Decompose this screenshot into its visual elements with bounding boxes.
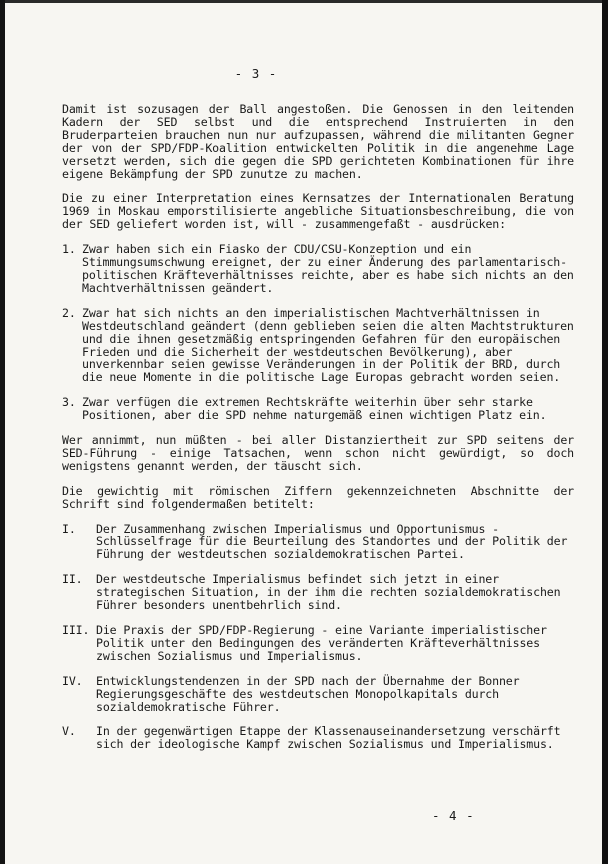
roman-section (62, 675, 574, 714)
roman-numeral: IV. (62, 673, 83, 688)
roman-section-title: Die Praxis der SPD/FDP-Regierung - eine Variante imperialistischer Politik unter den Bedingungen des veränderten Kräfteverhältnisses zwischen Sozialismus und Imperialismus. (96, 623, 547, 663)
roman-section-title: Entwicklungstendenzen in der SPD nach der Übernahme der Bonner Regierungsgeschäfte des westdeutschen Monopolkapitals durch sozialdemokratische Führer. (96, 673, 520, 714)
roman-section-list (62, 523, 574, 752)
roman-section-title: In der gegenwärtigen Etappe der Klassenauseinandersetzung verschärft sich der ideologische Kampf zwischen Sozialismus und Imperialismus. (96, 724, 561, 752)
list-item (62, 307, 574, 384)
page-number: - 3 - (234, 66, 278, 81)
list-item-number: 3. (62, 395, 76, 410)
roman-numeral: II. (62, 572, 83, 587)
list-item-text: Zwar hat sich nichts an den imperialistischen Machtverhältnissen in Westdeutschland geändert (denn geblieben seien die alten Machtstrukturen und die ihnen gesetzmäßig entspringenden Gefahren für den europäischen Frieden und die Sicherheit der westdeutschen Bevölkerung), aber unverkennbar seien gewisse Veränderungen in der Politik der BRD, durch die neue Momente in die politische Lage Europas gebracht worden seien. (82, 305, 574, 385)
list-item-text: Zwar verfügen die extremen Rechtskräfte weiterhin über sehr starke Positionen, aber die SPD nehme naturgemäß einen wichtigen Platz ein. (82, 395, 547, 423)
list-item (62, 243, 574, 295)
roman-section (62, 725, 574, 751)
body-text (62, 103, 574, 763)
roman-numeral: III. (62, 623, 90, 637)
intro-paragraph: Damit ist sozusagen der Ball angestoßen. Die Genossen in den leitenden Kadern der SED selbst und die entsprechend Instruierten in den Bruderparteien brauchen nun nur aufzupassen, während die militanten Gegner der von der SPD/FDP-Koalition entwickelten Politik in die angenehme Lage versetzt werden, sich die gegen die SPD gerichteten Kombinationen für ihre eigene Bekämpfung der SPD zunutze zu machen. (62, 102, 574, 181)
next-page-marker: - 4 - (432, 808, 475, 823)
fourth-paragraph: Die gewichtig mit römischen Ziffern gekennzeichneten Abschnitte der Schrift sind folgendermaßen betitelt: (62, 483, 574, 511)
list-item-number: 1. (62, 242, 76, 257)
roman-numeral: V. (62, 724, 76, 739)
roman-section (62, 573, 574, 612)
numbered-list (62, 243, 574, 422)
roman-section-title: Der Zusammenhang zwischen Imperialismus und Opportunismus - Schlüsselfrage für die Beurteilung des Standortes und der Politik der Führung der westdeutschen sozialdemokratischen Partei. (96, 521, 568, 562)
list-item-number: 2. (62, 305, 76, 320)
list-item (62, 396, 574, 422)
list-item-text: Zwar haben sich ein Fiasko der CDU/CSU-Konzeption und ein Stimmungsumschwung ereignet, der zu einer Änderung des parlamentarisch-politischen Kräfteverhältnisses reichte, aber es habe sich nichts an den Machtverhältnissen geändert. (82, 242, 574, 295)
roman-section-title: Der westdeutsche Imperialismus befindet sich jetzt in einer strategischen Situation, in der ihm die rechten sozialdemokratischen Führer besonders unentbehrlich sind. (96, 572, 561, 613)
roman-section (62, 523, 574, 562)
second-paragraph: Die zu einer Interpretation eines Kernsatzes der Internationalen Beratung 1969 in Moskau emporstilisierte angebliche Situationsbeschreibung, die von der SED geliefert worden ist, will - zusammengefaßt - ausdrücken: (62, 191, 574, 232)
roman-numeral: I. (62, 521, 76, 536)
third-paragraph: Wer annimmt, nun müßten - bei aller Distanziertheit zur SPD seitens der SED-Führung - einige Tatsachen, wenn schon nicht gewürdigt, so doch wenigstens genannt werden, der täuscht sich. (62, 433, 574, 473)
roman-section (62, 624, 574, 663)
